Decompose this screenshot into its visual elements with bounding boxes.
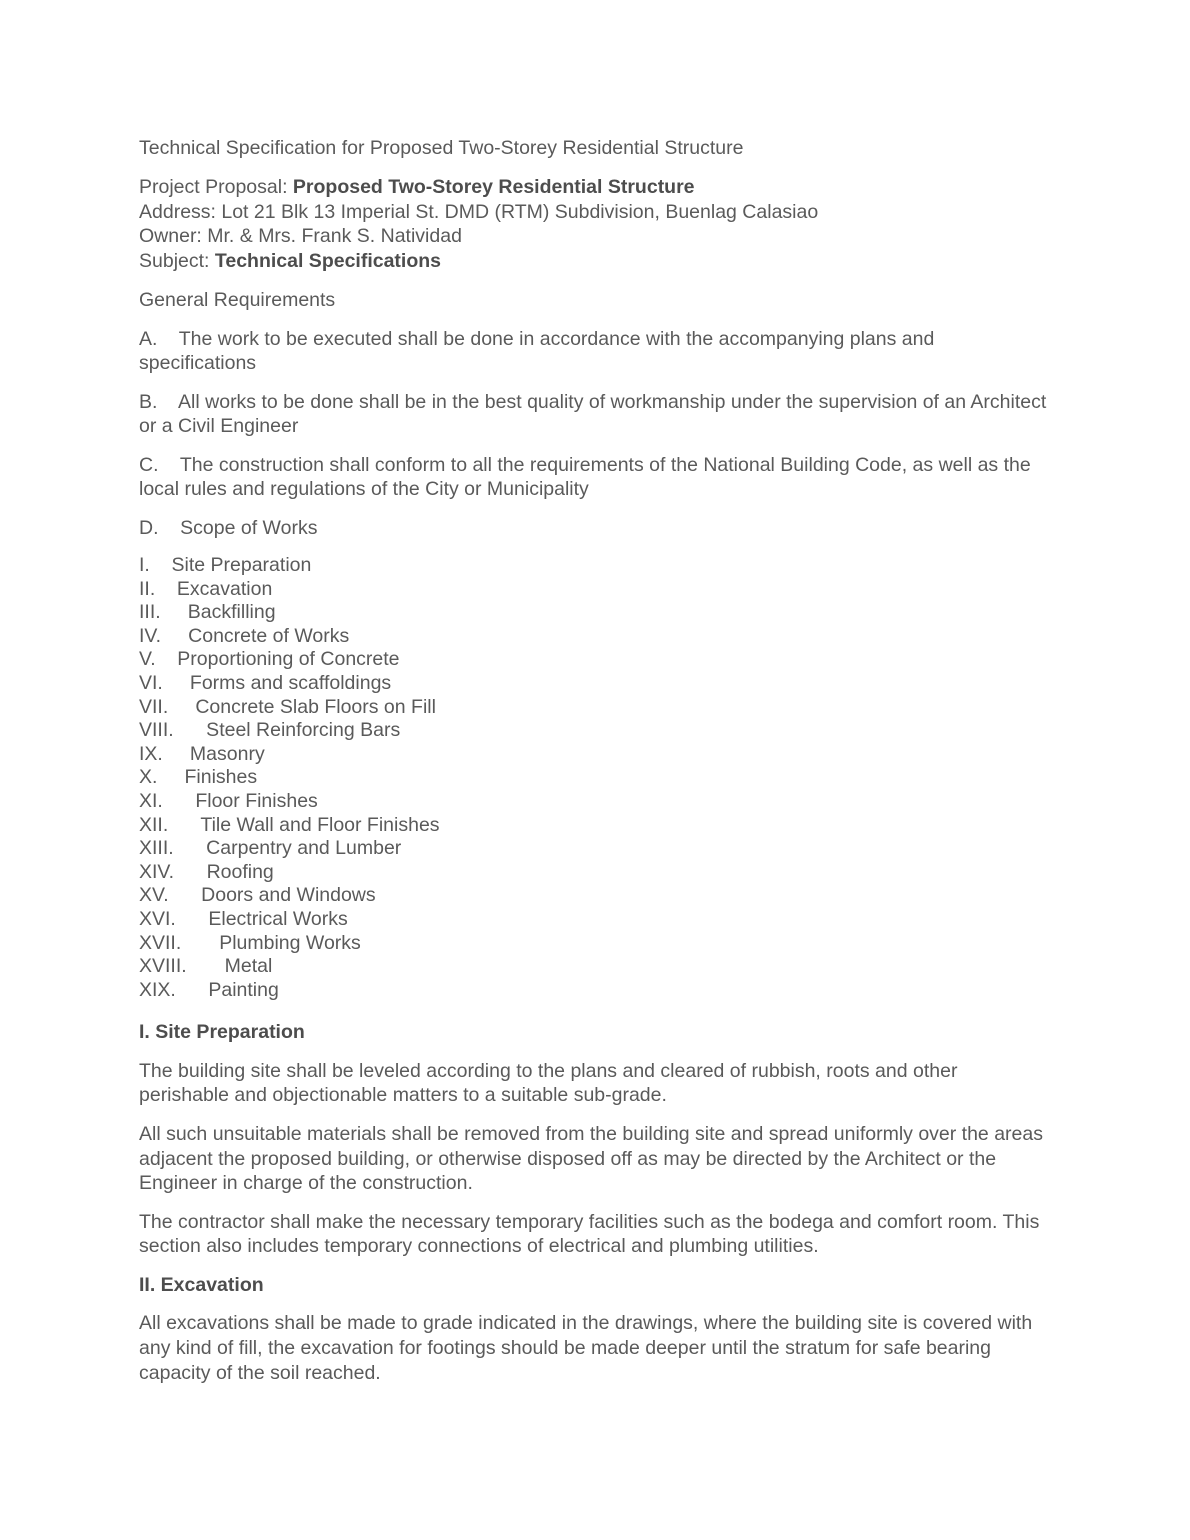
section-heading-excavation: II. Excavation (139, 1273, 264, 1296)
list-item: VIII. Steel Reinforcing Bars (139, 719, 401, 742)
list-item: IX. Masonry (139, 742, 265, 765)
list-item: XVII. Plumbing Works (139, 931, 361, 954)
list-item: XVI. Electrical Works (139, 907, 348, 930)
lettered-item-a-text: The work to be executed shall be done in accordance with the accompanying plans and specifications (139, 327, 935, 374)
lettered-item-c-gap (159, 454, 180, 476)
list-item: I. Site Preparation (139, 554, 312, 576)
section-paragraph: The building site shall be leveled according to the plans and cleared of rubbish, roots and other perishable and objectionable matters to a suitable sub-grade. (139, 1059, 958, 1107)
list-item: VI. Forms and scaffoldings (139, 671, 392, 694)
project-proposal-label: Project Proposal: (139, 176, 293, 198)
list-item: II. Excavation (139, 577, 273, 600)
section-heading-site-preparation: I. Site Preparation (139, 1021, 305, 1044)
lettered-item-d (139, 516, 1050, 541)
list-item: XI. Floor Finishes (139, 789, 318, 812)
lettered-item-a (139, 327, 1050, 376)
list-item: X. Finishes (139, 766, 258, 789)
lettered-item-d-marker: D. (139, 516, 159, 539)
list-item: XV. Doors and Windows (139, 884, 376, 907)
lettered-item-b (139, 390, 1050, 439)
list-item: XII. Tile Wall and Floor Finishes (139, 813, 440, 836)
lettered-item-b-gap (157, 391, 178, 413)
section-paragraph: All excavations shall be made to grade indicated in the drawings, where the building site is covered with any kind of fill, the excavation for footings should be made deeper until the stratum for safe bearing capacity of the soil reached. (139, 1312, 1033, 1384)
subject-label: Subject: (139, 249, 215, 272)
list-item: VII. Concrete Slab Floors on Fill (139, 695, 436, 718)
list-item: XVIII. Metal (139, 955, 273, 978)
list-item: V. Proportioning of Concrete (139, 648, 400, 671)
lettered-item-d-text: Scope of Works (180, 516, 318, 539)
lettered-item-b-marker: B. (139, 390, 158, 413)
project-proposal-value: Proposed Two-Storey Residential Structure (292, 176, 695, 198)
address-line: Address: Lot 21 Blk 13 Imperial St. DMD (RTM) Subdivision, Buenlag Calasiao (139, 200, 819, 223)
lettered-item-a-gap (157, 328, 178, 350)
lettered-item-b-text: All works to be done shall be in the best quality of workmanship under the supervision of an Architect or a Civil Engineer (139, 390, 1047, 437)
list-item: XIII. Carpentry and Lumber (139, 837, 402, 860)
lettered-item-c-text: The construction shall conform to all the requirements of the National Building Code, as well as the local rules and regulations of the City or Municipality (139, 453, 1031, 500)
list-item: III. Backfilling (139, 601, 276, 624)
lettered-item-d-gap (159, 517, 181, 539)
lettered-item-c-marker: C. (139, 453, 159, 476)
scope-of-works-list (139, 554, 1050, 1002)
section-paragraph: All such unsuitable materials shall be removed from the building site and spread uniformly over the areas adjacent the proposed building, or otherwise disposed off as may be directed by the Architect or the Engineer in charge of the construction. (139, 1122, 1043, 1195)
lettered-item-a-marker: A. (139, 327, 158, 350)
general-requirements-heading: General Requirements (139, 289, 336, 311)
owner-line: Owner: Mr. & Mrs. Frank S. Natividad (139, 225, 462, 247)
list-item: XIX. Painting (139, 978, 279, 1001)
section-paragraph: The contractor shall make the necessary temporary facilities such as the bodega and comfort room. This section also includes temporary connections of electrical and plumbing utilities. (139, 1210, 1040, 1258)
page-title: Technical Specification for Proposed Two-Storey Residential Structure (139, 137, 744, 159)
project-info-block (139, 175, 1050, 273)
list-item: XIV. Roofing (139, 860, 274, 883)
subject-value: Technical Specifications (214, 249, 442, 272)
lettered-item-c (139, 453, 1050, 502)
subject-line (139, 249, 1050, 274)
list-item: IV. Concrete of Works (139, 624, 350, 647)
project-proposal-line (139, 175, 1050, 200)
